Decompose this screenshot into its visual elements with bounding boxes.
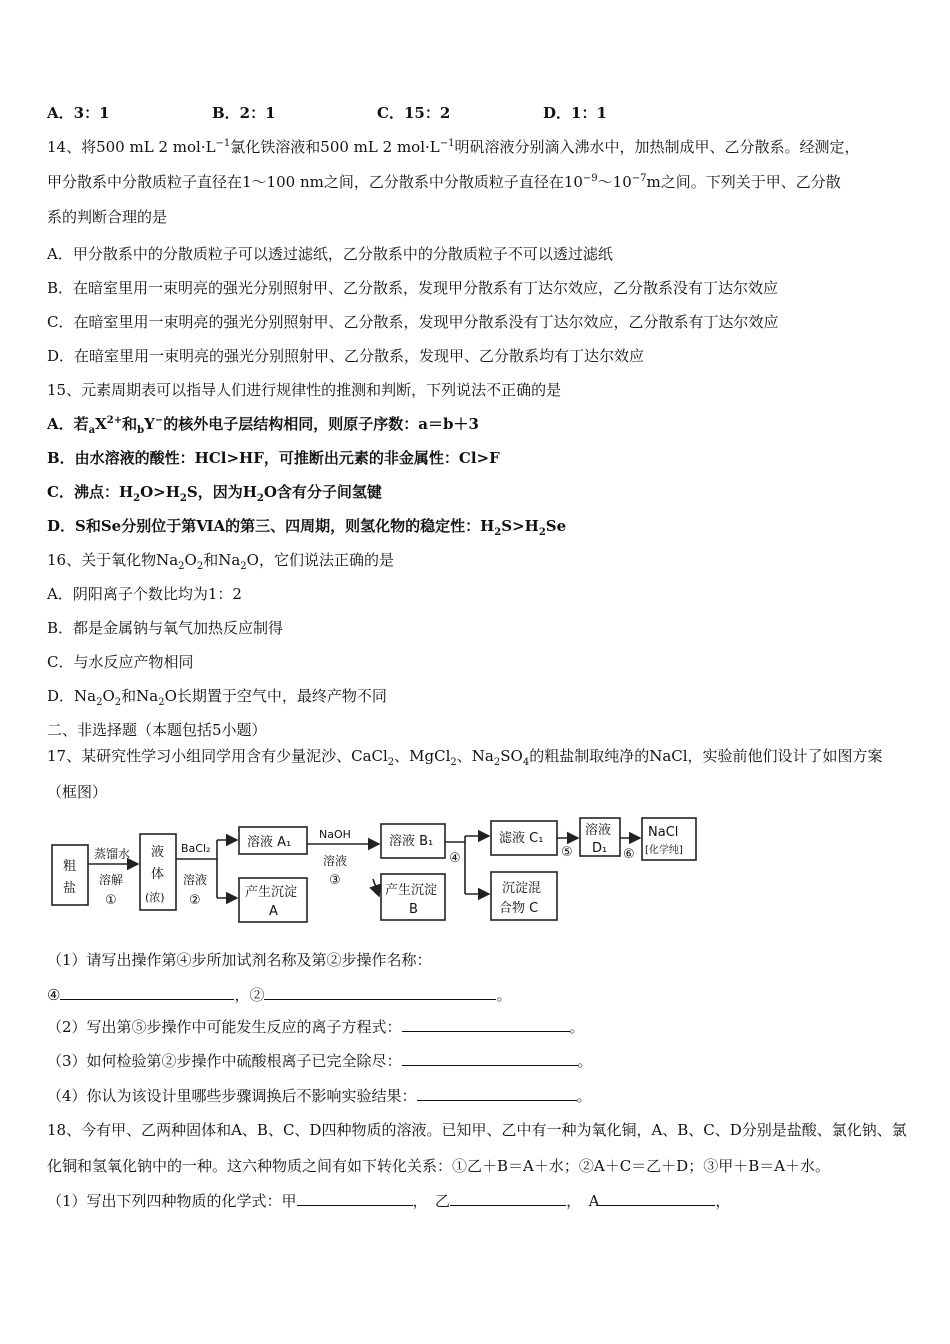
q13-option-a: A．3：1	[47, 104, 110, 122]
answer-blank-a[interactable]	[599, 1205, 715, 1206]
answer-blank-4[interactable]	[60, 999, 234, 1000]
q14-stem-line2: 甲分散系中分散质粒子直径在1～100 nm之间，乙分散系中分散质粒子直径在$10^{-9}\sim 10^{-7}m$之间。下列关于甲、乙分散	[47, 173, 841, 191]
arrow3-text-c: ③	[329, 873, 341, 888]
box7-text: 滤液 C₁	[499, 831, 544, 846]
q17-part2: （2）写出第⑤步操作中可能发生反应的离子方程式： 。	[47, 1018, 585, 1036]
q15-option-a: A．若$_aX^{2+}$和$_b$Y−的核外电子层结构相同，则原子序数：a＝b＋3	[47, 415, 479, 436]
q15-option-d: D．S和Se分别位于第ⅥA的第三、四周期，则氢化物的稳定性：$H_2S>H_2Se$	[47, 517, 567, 538]
box10-text-b: [化学纯]	[645, 845, 683, 856]
arrow2-text-b: 溶液	[183, 873, 208, 887]
q18-part1: （1）写出下列四种物质的化学式：甲 ， 乙 ， A ，	[47, 1192, 731, 1210]
answer-blank-jia[interactable]	[297, 1205, 413, 1206]
arrow2-text-c: ②	[189, 893, 201, 908]
q15-option-b: B．由水溶液的酸性：HCl>HF，可推断出元素的非金属性：Cl>F	[47, 449, 500, 467]
q14-option-d: D．在暗室里用一束明亮的强光分别照射甲、乙分散系，发现甲、乙分散系均有丁达尔效应	[47, 347, 645, 365]
q15-option-c: C．沸点：$H_2O>H_2S$，因为$H_2O$含有分子间氢键	[47, 483, 382, 504]
q17-stem-line1: 17、某研究性学习小组同学用含有少量泥沙、CaCl$_2$、MgCl$_2$、$Na_2SO_4$的粗盐制取纯净的NaCl，实验前他们设计了如图方案	[47, 747, 883, 768]
box6-text-b: B	[409, 902, 418, 917]
box2-text-c: (浓)	[145, 891, 165, 904]
box3-text: 溶液 A₁	[247, 835, 292, 850]
box6-text-a: 产生沉淀	[385, 883, 438, 898]
box5-text: 溶液 B₁	[389, 834, 434, 849]
q13-option-d: D．1：1	[543, 104, 607, 122]
arrow6-text: ⑥	[623, 847, 635, 862]
section-heading: 二、非选择题（本题包括5小题）	[47, 721, 267, 739]
answer-blank-2[interactable]	[264, 999, 496, 1000]
box-crude-salt	[52, 845, 88, 905]
q16-stem: 16、关于氧化物$Na_2O_2$和$Na_2O$，它们说法正确的是	[47, 551, 394, 572]
answer-blank-p4[interactable]	[417, 1100, 577, 1101]
box9-text-b: D₁	[592, 841, 608, 856]
box10-text-a: NaCl	[648, 825, 679, 840]
arrow1-text-b: 溶解	[99, 873, 124, 887]
flowchart	[47, 812, 707, 930]
q14-option-b: B．在暗室里用一束明亮的强光分别照射甲、乙分散系，发现甲分散系有丁达尔效应，乙分散系没有丁达尔效应	[47, 279, 779, 297]
box2-text-a: 液	[151, 845, 165, 860]
arrow1-text-a: 蒸馏水	[94, 847, 131, 861]
q13-option-b: B．2：1	[212, 104, 276, 122]
q16-option-b: B．都是金属钠与氧气加热反应制得	[47, 619, 284, 637]
q13-option-c: C．15：2	[377, 104, 451, 122]
box4-text-a: 产生沉淀	[245, 885, 298, 900]
arrow1-text-c: ①	[105, 893, 117, 908]
arrow4-text: ④	[449, 851, 461, 866]
arrow5-text: ⑤	[561, 845, 573, 860]
arrow3-text-a: NaOH	[319, 828, 351, 841]
q14-stem-line1: 14、将500 mL 2 $mol\cdot L^{-1}$氯化铁溶液和500 mL 2 $mol\cdot L^{-1}$明矾溶液分别滴入沸水中，加热制成甲、乙分散系。经测定，	[47, 138, 860, 156]
q17-part4: （4）你认为该设计里哪些步骤调换后不影响实验结果： 。	[47, 1087, 592, 1105]
q17-part1-answer-line: ④ ，② 。	[47, 986, 512, 1004]
q18-stem-line2: 化铜和氢氧化钠中的一种。这六种物质之间有如下转化关系：①乙＋B＝A＋水；②A＋C＝乙＋D；③甲＋B＝A＋水。	[47, 1157, 831, 1175]
answer-blank-p3[interactable]	[402, 1065, 578, 1066]
q16-option-d: D．$Na_2O_2$和$Na_2O$长期置于空气中，最终产物不同	[47, 687, 387, 708]
q14-option-a: A．甲分散系中的分散质粒子可以透过滤纸，乙分散系中的分散质粒子不可以透过滤纸	[47, 245, 613, 263]
q16-option-c: C．与水反应产物相同	[47, 653, 194, 671]
q17-stem-line2: （框图）	[47, 783, 108, 801]
arrow3-text-b: 溶液	[323, 854, 348, 868]
box8-text-a: 沉淀混	[502, 881, 542, 896]
q17-part1: （1）请写出操作第④步所加试剂名称及第②步操作名称：	[47, 951, 432, 969]
answer-blank-p2[interactable]	[402, 1031, 570, 1032]
q18-stem-line1: 18、今有甲、乙两种固体和A、B、C、D四种物质的溶液。已知甲、乙中有一种为氧化铜，A、B、C、D分别是盐酸、氯化钠、氯	[47, 1121, 907, 1139]
box9-text-a: 溶液	[585, 823, 612, 838]
box1-text-a: 粗	[63, 859, 77, 874]
answer-blank-yi[interactable]	[450, 1205, 566, 1206]
q14-option-c: C．在暗室里用一束明亮的强光分别照射甲、乙分散系，发现甲分散系没有丁达尔效应，乙分散系有丁达尔效应	[47, 313, 779, 331]
q17-part3: （3）如何检验第②步操作中硫酸根离子已完全除尽： 。	[47, 1052, 593, 1070]
box4-text-b: A	[269, 904, 278, 919]
box2-text-b: 体	[151, 867, 165, 882]
box1-text-b: 盐	[63, 881, 77, 896]
q14-stem-line3: 系的判断合理的是	[47, 208, 168, 226]
q15-stem: 15、元素周期表可以指导人们进行规律性的推测和判断，下列说法不正确的是	[47, 381, 562, 399]
arrow2-text-a: BaCl₂	[181, 842, 211, 855]
box8-text-b: 合物 C	[499, 901, 539, 916]
q16-option-a: A．阴阳离子个数比均为1：2	[47, 585, 242, 603]
